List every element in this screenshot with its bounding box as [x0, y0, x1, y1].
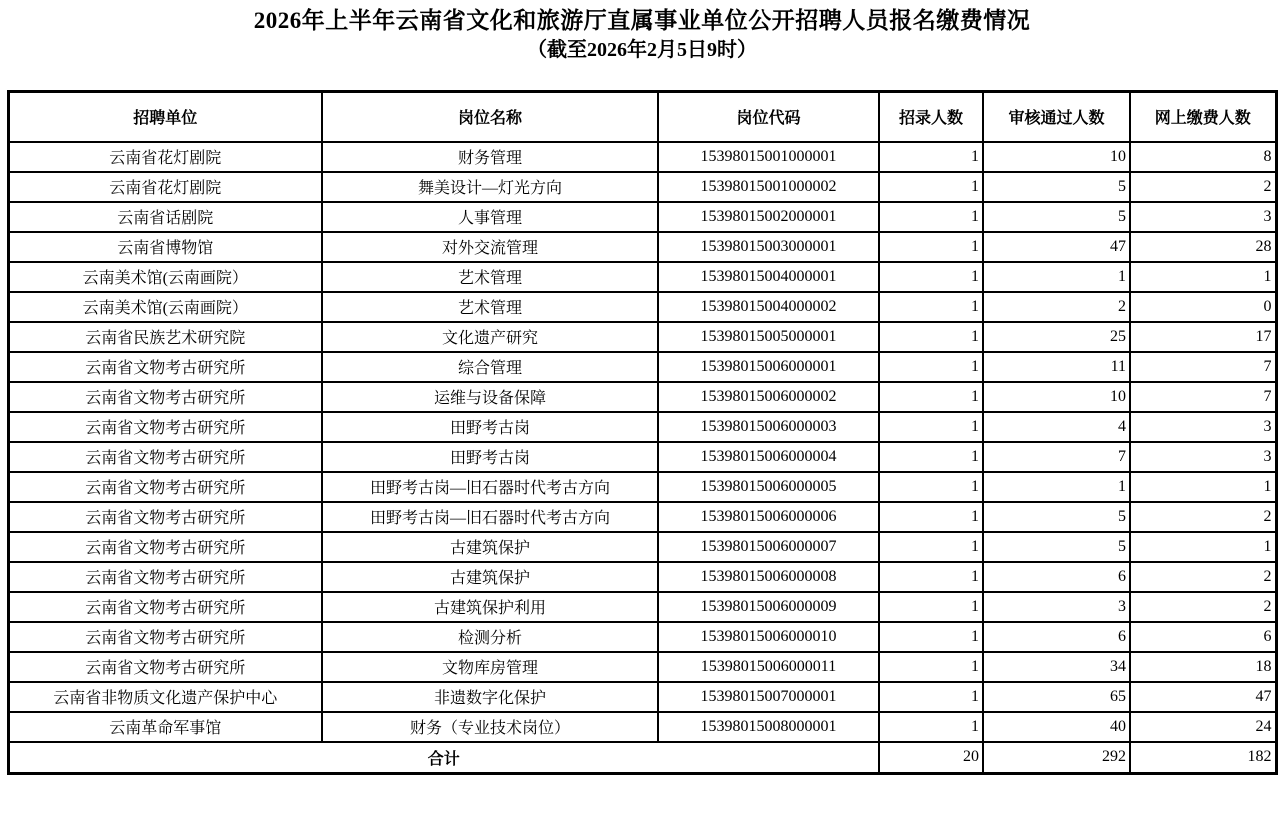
cell-recruit: 1: [879, 262, 983, 292]
cell-approved: 6: [983, 562, 1130, 592]
table-footer: [8, 742, 1276, 774]
cell-paid: 18: [1130, 652, 1276, 682]
cell-paid: 2: [1130, 562, 1276, 592]
cell-paid: 3: [1130, 412, 1276, 442]
table-row: [8, 502, 1276, 532]
cell-approved: 5: [983, 172, 1130, 202]
total-approved: 292: [983, 742, 1130, 774]
table-row: [8, 712, 1276, 742]
cell-position: 综合管理: [322, 352, 658, 382]
cell-code: 15398015006000008: [658, 562, 879, 592]
page-subtitle: （截至2026年2月5日9时）: [527, 39, 757, 61]
cell-position: 古建筑保护: [322, 532, 658, 562]
total-row: [8, 742, 1276, 774]
cell-paid: 7: [1130, 352, 1276, 382]
cell-position: 人事管理: [322, 202, 658, 232]
header-cell-paid: 网上缴费人数: [1130, 92, 1276, 142]
table-row: [8, 532, 1276, 562]
cell-recruit: 1: [879, 712, 983, 742]
page-title: 2026年上半年云南省文化和旅游厅直属事业单位公开招聘人员报名缴费情况: [253, 8, 1031, 33]
cell-recruit: 1: [879, 352, 983, 382]
cell-position: 检测分析: [322, 622, 658, 652]
cell-paid: 7: [1130, 382, 1276, 412]
table-row: [8, 142, 1276, 172]
cell-recruit: 1: [879, 442, 983, 472]
table-row: [8, 172, 1276, 202]
cell-paid: 1: [1130, 532, 1276, 562]
cell-paid: 47: [1130, 682, 1276, 712]
table-row: [8, 682, 1276, 712]
table-row: [8, 352, 1276, 382]
table-row: [8, 592, 1276, 622]
cell-unit: 云南省非物质文化遗产保护中心: [8, 682, 322, 712]
cell-code: 15398015006000011: [658, 652, 879, 682]
cell-code: 15398015003000001: [658, 232, 879, 262]
cell-unit: 云南省文物考古研究所: [8, 352, 322, 382]
cell-approved: 5: [983, 532, 1130, 562]
cell-approved: 6: [983, 622, 1130, 652]
cell-recruit: 1: [879, 562, 983, 592]
cell-unit: 云南省文物考古研究所: [8, 622, 322, 652]
total-recruit: 20: [879, 742, 983, 774]
cell-paid: 2: [1130, 502, 1276, 532]
cell-paid: 0: [1130, 292, 1276, 322]
cell-approved: 4: [983, 412, 1130, 442]
cell-code: 15398015006000007: [658, 532, 879, 562]
table-row: [8, 562, 1276, 592]
cell-code: 15398015004000002: [658, 292, 879, 322]
cell-position: 艺术管理: [322, 292, 658, 322]
cell-code: 15398015004000001: [658, 262, 879, 292]
table-row: [8, 202, 1276, 232]
cell-code: 15398015006000005: [658, 472, 879, 502]
cell-position: 对外交流管理: [322, 232, 658, 262]
cell-position: 田野考古岗: [322, 442, 658, 472]
cell-code: 15398015006000009: [658, 592, 879, 622]
cell-paid: 2: [1130, 172, 1276, 202]
cell-unit: 云南省文物考古研究所: [8, 592, 322, 622]
cell-approved: 25: [983, 322, 1130, 352]
table-body: [8, 142, 1276, 742]
cell-paid: 3: [1130, 442, 1276, 472]
cell-unit: 云南省文物考古研究所: [8, 502, 322, 532]
table-row: [8, 292, 1276, 322]
table-header: [8, 92, 1276, 142]
cell-code: 15398015006000001: [658, 352, 879, 382]
cell-unit: 云南省花灯剧院: [8, 142, 322, 172]
cell-unit: 云南省文物考古研究所: [8, 562, 322, 592]
cell-recruit: 1: [879, 592, 983, 622]
cell-code: 15398015008000001: [658, 712, 879, 742]
cell-position: 田野考古岗—旧石器时代考古方向: [322, 502, 658, 532]
cell-approved: 2: [983, 292, 1130, 322]
table-row: [8, 652, 1276, 682]
cell-code: 15398015001000001: [658, 142, 879, 172]
cell-approved: 11: [983, 352, 1130, 382]
cell-position: 田野考古岗: [322, 412, 658, 442]
cell-approved: 1: [983, 472, 1130, 502]
cell-unit: 云南省文物考古研究所: [8, 652, 322, 682]
table-row: [8, 412, 1276, 442]
header-cell-code: 岗位代码: [658, 92, 879, 142]
header-row: [8, 92, 1276, 142]
cell-code: 15398015001000002: [658, 172, 879, 202]
cell-position: 舞美设计—灯光方向: [322, 172, 658, 202]
cell-code: 15398015007000001: [658, 682, 879, 712]
cell-approved: 1: [983, 262, 1130, 292]
cell-recruit: 1: [879, 142, 983, 172]
cell-code: 15398015006000002: [658, 382, 879, 412]
cell-paid: 3: [1130, 202, 1276, 232]
cell-approved: 65: [983, 682, 1130, 712]
cell-paid: 2: [1130, 592, 1276, 622]
cell-approved: 5: [983, 502, 1130, 532]
cell-position: 艺术管理: [322, 262, 658, 292]
cell-unit: 云南美术馆(云南画院）: [8, 262, 322, 292]
cell-paid: 6: [1130, 622, 1276, 652]
cell-approved: 3: [983, 592, 1130, 622]
cell-recruit: 1: [879, 172, 983, 202]
cell-paid: 28: [1130, 232, 1276, 262]
cell-approved: 10: [983, 382, 1130, 412]
cell-code: 15398015006000003: [658, 412, 879, 442]
cell-position: 文物库房管理: [322, 652, 658, 682]
cell-unit: 云南省花灯剧院: [8, 172, 322, 202]
table-row: [8, 472, 1276, 502]
table-row: [8, 382, 1276, 412]
cell-unit: 云南省文物考古研究所: [8, 382, 322, 412]
cell-position: 财务管理: [322, 142, 658, 172]
header-cell-recruit: 招录人数: [879, 92, 983, 142]
table-row: [8, 262, 1276, 292]
cell-approved: 10: [983, 142, 1130, 172]
cell-code: 15398015006000006: [658, 502, 879, 532]
header-cell-unit: 招聘单位: [8, 92, 322, 142]
cell-position: 古建筑保护: [322, 562, 658, 592]
cell-position: 财务（专业技术岗位）: [322, 712, 658, 742]
cell-recruit: 1: [879, 532, 983, 562]
header-cell-approved: 审核通过人数: [983, 92, 1130, 142]
cell-position: 运维与设备保障: [322, 382, 658, 412]
cell-code: 15398015006000004: [658, 442, 879, 472]
cell-recruit: 1: [879, 472, 983, 502]
total-label: 合计: [8, 742, 879, 774]
cell-code: 15398015002000001: [658, 202, 879, 232]
cell-unit: 云南省文物考古研究所: [8, 412, 322, 442]
cell-approved: 34: [983, 652, 1130, 682]
cell-code: 15398015005000001: [658, 322, 879, 352]
cell-unit: 云南省文物考古研究所: [8, 472, 322, 502]
cell-paid: 1: [1130, 262, 1276, 292]
cell-recruit: 1: [879, 232, 983, 262]
cell-unit: 云南省文物考古研究所: [8, 532, 322, 562]
cell-unit: 云南革命军事馆: [8, 712, 322, 742]
cell-recruit: 1: [879, 682, 983, 712]
cell-recruit: 1: [879, 322, 983, 352]
cell-approved: 5: [983, 202, 1130, 232]
cell-position: 田野考古岗—旧石器时代考古方向: [322, 472, 658, 502]
cell-position: 非遗数字化保护: [322, 682, 658, 712]
total-paid: 182: [1130, 742, 1276, 774]
cell-recruit: 1: [879, 202, 983, 232]
cell-recruit: 1: [879, 652, 983, 682]
table-row: [8, 622, 1276, 652]
cell-unit: 云南省话剧院: [8, 202, 322, 232]
cell-paid: 1: [1130, 472, 1276, 502]
cell-unit: 云南美术馆(云南画院）: [8, 292, 322, 322]
cell-code: 15398015006000010: [658, 622, 879, 652]
table-row: [8, 442, 1276, 472]
registration-fee-table: [7, 90, 1278, 775]
cell-approved: 7: [983, 442, 1130, 472]
cell-position: 文化遗产研究: [322, 322, 658, 352]
table-row: [8, 322, 1276, 352]
cell-approved: 40: [983, 712, 1130, 742]
cell-recruit: 1: [879, 622, 983, 652]
table-row: [8, 232, 1276, 262]
cell-recruit: 1: [879, 412, 983, 442]
cell-approved: 47: [983, 232, 1130, 262]
header-cell-position: 岗位名称: [322, 92, 658, 142]
cell-unit: 云南省博物馆: [8, 232, 322, 262]
cell-position: 古建筑保护利用: [322, 592, 658, 622]
cell-recruit: 1: [879, 292, 983, 322]
cell-unit: 云南省民族艺术研究院: [8, 322, 322, 352]
cell-paid: 8: [1130, 142, 1276, 172]
cell-unit: 云南省文物考古研究所: [8, 442, 322, 472]
cell-recruit: 1: [879, 382, 983, 412]
cell-paid: 24: [1130, 712, 1276, 742]
cell-paid: 17: [1130, 322, 1276, 352]
cell-recruit: 1: [879, 502, 983, 532]
